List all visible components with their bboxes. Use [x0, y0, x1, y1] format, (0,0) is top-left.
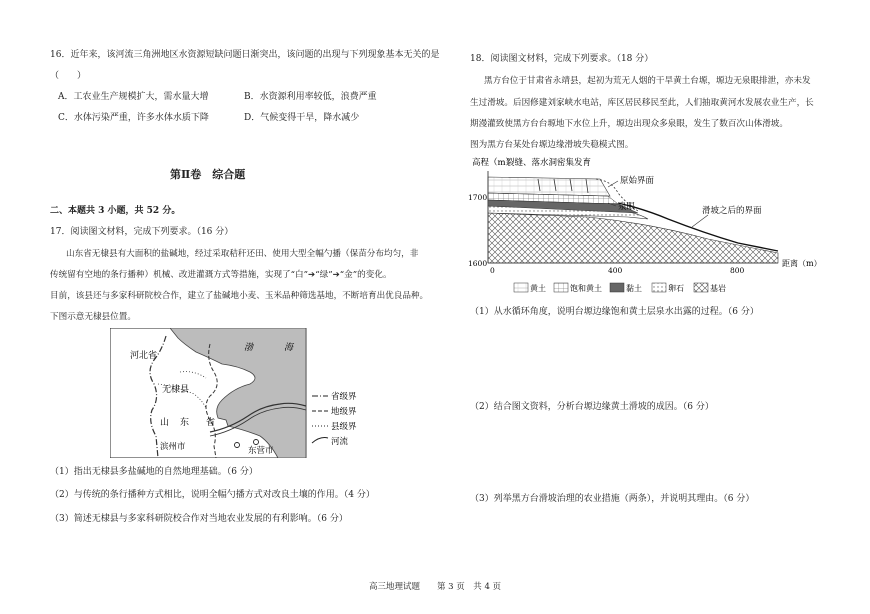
legend-saturated-loess: 饱和黄土 [570, 284, 602, 293]
loess-layer [488, 177, 610, 196]
x-axis-title: 距离（m） [782, 259, 822, 268]
q16-option-a: A．工农业生产规模扩大，需水量大增 [58, 92, 209, 102]
q18-material-line: 生过滑坡。后因修建刘家峡水电站，库区居民移民至此，人们抽取黄河水发展农业生产，长 [470, 98, 814, 108]
legend-clay-symbol [610, 283, 624, 292]
q18-header: 18．阅读图文材料，完成下列要求。（18 分） [470, 54, 654, 64]
legend-provincial: 省级界 [331, 392, 357, 402]
legend-pebble-symbol [652, 283, 666, 292]
y-tick-1600: 1600 [468, 259, 488, 268]
q16-option-d: D．气候变得干旱，降水减少 [244, 113, 360, 123]
q16-bracket: （ ） [50, 71, 87, 81]
label-bohai-2: 海 [284, 343, 294, 353]
q18-material-line: 黑方台位于甘肃省永靖县，起初为荒无人烟的干旱黄土台塬，塬边无泉眼排泄，亦未发 [484, 76, 811, 86]
legend-pebble: 卵石 [668, 284, 684, 293]
label-shandong-1: 山 [160, 418, 170, 428]
q17-material-line: 目前，该县还与多家科研院校合作，建立了盐碱地小麦、玉米品种筛选基地，不断培育出优良品种。 [50, 291, 429, 301]
y-tick-1700: 1700 [468, 193, 488, 202]
annotation-original-surface: 原始界面 [620, 176, 655, 186]
legend-county: 县级界 [331, 422, 357, 432]
x-tick-0: 0 [490, 266, 495, 275]
q18-material-line: 图为黑方台某处台塬边缘滑坡失稳模式图。 [470, 140, 634, 150]
legend-prefecture: 地级界 [331, 407, 357, 417]
page-footer: 高三地理试题 第 3 页 共 4 页 [368, 582, 502, 592]
q17-material-line: 传统留有空地的条行播种）机械、改进灌溉方式等措施，实现了“白”➔“绿”➔“金”的变化。 [50, 270, 392, 280]
x-tick-400: 400 [608, 266, 623, 275]
q17-question-3: （3）简述无棣县与多家科研院校合作对当地农业发展的有利影响。（6 分） [50, 514, 348, 524]
bedrock-layer [488, 213, 778, 263]
label-hebei: 河北省 [130, 351, 158, 361]
legend-clay: 黏土 [626, 284, 642, 293]
legend-river-symbol [312, 438, 328, 443]
part2-header: 二、本题共 3 小题，共 52 分。 [50, 206, 181, 216]
q16-option-b: B．水资源利用率较低，浪费严重 [244, 92, 377, 102]
q16-option-c: C．水体污染严重，许多水体水质下降 [58, 113, 209, 123]
q17-question-2: （2）与传统的条行播种方式相比，说明全幅勺播方式对改良土壤的作用。（4 分） [50, 490, 375, 500]
annotation-spring: 泉眼 [618, 202, 636, 212]
label-shandong-3: 省 [206, 418, 216, 428]
y-axis-title: 高程（m） [472, 158, 515, 168]
label-shandong-2: 东 [180, 418, 190, 428]
annotation-cracks: 裂缝、落水洞密集发育 [506, 158, 592, 168]
q16-stem: 16．近年来，该河流三角洲地区水资源短缺问题日渐突出，该问题的出现与下列现象基本无关的是 [50, 50, 440, 60]
legend-bedrock: 基岩 [710, 284, 726, 293]
q18-question-3: （3）列举黑方台滑坡治理的农业措施（两条），并说明其理由。（6 分） [470, 494, 755, 504]
label-binzhou: 滨州市 [160, 442, 186, 452]
q18-material-line: 期漫灌致使黑方台台塬地下水位上升，塬边出现众多泉眼，发生了数百次山体滑坡。 [470, 119, 788, 129]
section-title: 第Ⅱ卷 综合题 [170, 168, 246, 181]
x-tick-800: 800 [730, 266, 745, 275]
q17-header: 17．阅读图文材料，完成下列要求。（16 分） [50, 227, 234, 237]
legend-bedrock-symbol [694, 283, 708, 292]
q17-material-line: 下图示意无棣县位置。 [50, 312, 136, 322]
annotation-post-slide: 滑坡之后的界面 [702, 206, 762, 216]
legend-saturated-loess-symbol [554, 283, 568, 292]
legend-loess: 黄土 [530, 284, 546, 293]
legend-loess-symbol [514, 283, 528, 292]
q17-question-1: （1）指出无棣县多盐碱地的自然地理基础。（6 分） [50, 467, 258, 477]
q18-question-1: （1）从水循环角度，说明台塬边缘饱和黄土层泉水出露的过程。（6 分） [470, 307, 759, 317]
landslide-cross-section [468, 153, 828, 298]
wudi-location-map [110, 328, 375, 458]
label-bohai-1: 渤 [244, 343, 254, 353]
q17-material-line: 山东省无棣县有大面积的盐碱地，经过采取秸秆还田、使用大型全幅勺播（保苗分布均匀，非 [66, 249, 419, 259]
legend-river: 河流 [331, 437, 349, 447]
q18-question-2: （2）结合图文资料，分析台塬边缘黄土滑坡的成因。（6 分） [470, 402, 714, 412]
label-wudi: 无棣县 [162, 385, 190, 395]
label-dongying: 东营市 [248, 446, 274, 456]
